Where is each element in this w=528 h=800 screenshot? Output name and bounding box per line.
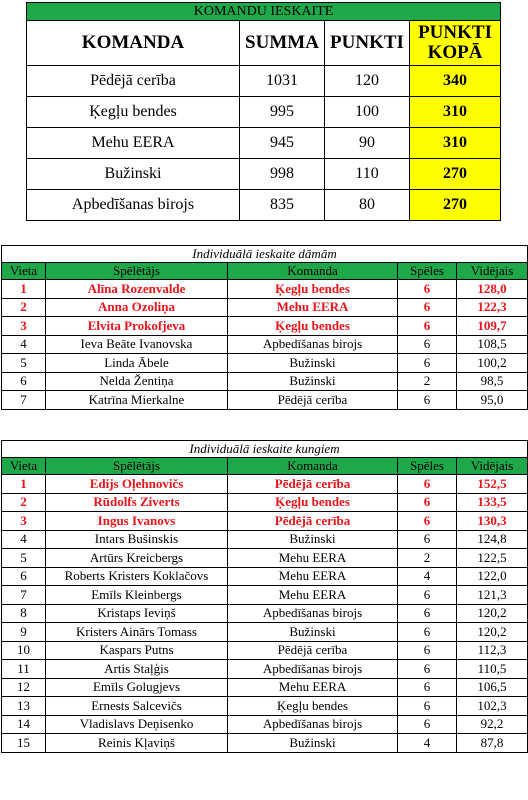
- header-summa: SUMMA: [240, 21, 325, 66]
- header-vieta: Vieta: [2, 458, 46, 475]
- cell-speletajs: Vladislavs Deņisenko: [46, 715, 228, 734]
- cell-videjais: 108,5: [457, 335, 528, 354]
- table-row: [2, 734, 528, 753]
- cell-vieta: 3: [2, 512, 46, 531]
- table-row: [2, 354, 528, 373]
- cell-videjais: 92,2: [457, 715, 528, 734]
- table-row: [27, 97, 501, 128]
- cell-komanda: Mehu EERA: [228, 298, 398, 317]
- cell-speletajs: Roberts Kristers Koklačovs: [46, 567, 228, 586]
- table-row: [2, 586, 528, 605]
- cell-speles: 6: [398, 678, 457, 697]
- cell-vieta: 7: [2, 586, 46, 605]
- cell-videjais: 106,5: [457, 678, 528, 697]
- table-row: [2, 280, 528, 299]
- table-row: [27, 128, 501, 159]
- cell-videjais: 152,5: [457, 475, 528, 494]
- cell-komanda: Bužinski: [228, 372, 398, 391]
- cell-vieta: 3: [2, 317, 46, 336]
- men-individual-table: [1, 440, 528, 753]
- cell-speles: 6: [398, 512, 457, 531]
- cell-speles: 2: [398, 549, 457, 568]
- cell-komanda: Pēdējā cerība: [228, 475, 398, 494]
- cell-punkti: 80: [325, 190, 410, 221]
- table-row: [2, 660, 528, 679]
- cell-speles: 6: [398, 623, 457, 642]
- table-row: [27, 190, 501, 221]
- cell-punkti: 120: [325, 66, 410, 97]
- cell-speletajs: Kristers Ainārs Tomass: [46, 623, 228, 642]
- cell-vieta: 5: [2, 549, 46, 568]
- cell-videjais: 130,3: [457, 512, 528, 531]
- cell-videjais: 124,8: [457, 530, 528, 549]
- cell-speles: 4: [398, 567, 457, 586]
- cell-vieta: 4: [2, 335, 46, 354]
- table-row: [2, 512, 528, 531]
- cell-speletajs: Elvita Prokofjeva: [46, 317, 228, 336]
- cell-speletajs: Anna Ozoliņa: [46, 298, 228, 317]
- table-row: [2, 335, 528, 354]
- cell-speles: 6: [398, 586, 457, 605]
- cell-kopa: 310: [410, 97, 501, 128]
- cell-speletajs: Artūrs Kreicbergs: [46, 549, 228, 568]
- cell-speletajs: Nelda Žentiņa: [46, 372, 228, 391]
- cell-speletajs: Linda Ābele: [46, 354, 228, 373]
- cell-summa: 995: [240, 97, 325, 128]
- cell-speletajs: Ieva Beāte Ivanovska: [46, 335, 228, 354]
- cell-videjais: 120,2: [457, 604, 528, 623]
- cell-komanda: Bužinski: [228, 734, 398, 753]
- cell-speletajs: Emīls Kleinbergs: [46, 586, 228, 605]
- cell-komanda: Mehu EERA: [228, 549, 398, 568]
- cell-speletajs: Katrīna Mierkalne: [46, 391, 228, 410]
- cell-vieta: 2: [2, 493, 46, 512]
- cell-vieta: 14: [2, 715, 46, 734]
- cell-vieta: 9: [2, 623, 46, 642]
- cell-videjais: 122,5: [457, 549, 528, 568]
- cell-komanda: Apbedīšanas birojs: [228, 715, 398, 734]
- header-komanda: Komanda: [228, 458, 398, 475]
- cell-kopa: 340: [410, 66, 501, 97]
- cell-videjais: 102,3: [457, 697, 528, 716]
- cell-komanda: Pēdējā cerība: [27, 66, 240, 97]
- cell-summa: 835: [240, 190, 325, 221]
- cell-komanda: Mehu EERA: [27, 128, 240, 159]
- cell-speles: 6: [398, 697, 457, 716]
- team-standings-table: [26, 2, 501, 221]
- header-speletajs: Spēlētājs: [46, 263, 228, 280]
- cell-komanda: Bužinski: [228, 530, 398, 549]
- cell-summa: 945: [240, 128, 325, 159]
- women-individual-table: [1, 245, 528, 410]
- cell-videjais: 95,0: [457, 391, 528, 410]
- women-table-title: Individuālā ieskaite dāmām: [2, 246, 528, 263]
- cell-speles: 6: [398, 641, 457, 660]
- cell-komanda: Bužinski: [27, 159, 240, 190]
- cell-punkti: 110: [325, 159, 410, 190]
- header-punkti: PUNKTI: [325, 21, 410, 66]
- cell-punkti: 90: [325, 128, 410, 159]
- cell-komanda: Apbedīšanas birojs: [228, 604, 398, 623]
- cell-videjais: 122,0: [457, 567, 528, 586]
- cell-komanda: Mehu EERA: [228, 567, 398, 586]
- table-row: [2, 623, 528, 642]
- cell-komanda: Ķegļu bendes: [27, 97, 240, 128]
- cell-komanda: Ķegļu bendes: [228, 493, 398, 512]
- table-row: [27, 66, 501, 97]
- cell-komanda: Apbedīšanas birojs: [228, 660, 398, 679]
- cell-videjais: 120,2: [457, 623, 528, 642]
- cell-speletajs: Kristaps Ieviņš: [46, 604, 228, 623]
- cell-komanda: Ķegļu bendes: [228, 280, 398, 299]
- header-komanda: KOMANDA: [27, 21, 240, 66]
- cell-speles: 4: [398, 734, 457, 753]
- cell-speletajs: Artis Staļģis: [46, 660, 228, 679]
- cell-speletajs: Ingus Ivanovs: [46, 512, 228, 531]
- cell-speletajs: Reinis Kļaviņš: [46, 734, 228, 753]
- cell-komanda: Mehu EERA: [228, 586, 398, 605]
- table-row: [2, 567, 528, 586]
- cell-kopa: 310: [410, 128, 501, 159]
- header-speles: Spēles: [398, 263, 457, 280]
- cell-videjais: 87,8: [457, 734, 528, 753]
- cell-vieta: 5: [2, 354, 46, 373]
- cell-videjais: 122,3: [457, 298, 528, 317]
- cell-speles: 6: [398, 530, 457, 549]
- cell-speletajs: Alīna Rozenvalde: [46, 280, 228, 299]
- cell-vieta: 13: [2, 697, 46, 716]
- cell-vieta: 15: [2, 734, 46, 753]
- team-table-title: KOMANDU IESKAITE: [27, 3, 501, 21]
- cell-speles: 6: [398, 280, 457, 299]
- table-row: [2, 391, 528, 410]
- cell-videjais: 121,3: [457, 586, 528, 605]
- header-videjais: Vidējais: [457, 263, 528, 280]
- cell-speles: 6: [398, 335, 457, 354]
- cell-vieta: 6: [2, 372, 46, 391]
- table-row: [2, 697, 528, 716]
- cell-speles: 6: [398, 391, 457, 410]
- cell-vieta: 6: [2, 567, 46, 586]
- cell-kopa: 270: [410, 159, 501, 190]
- cell-vieta: 2: [2, 298, 46, 317]
- cell-speles: 6: [398, 354, 457, 373]
- cell-speletajs: Ernests Salcevičs: [46, 697, 228, 716]
- cell-speles: 6: [398, 604, 457, 623]
- cell-komanda: Bužinski: [228, 354, 398, 373]
- cell-vieta: 7: [2, 391, 46, 410]
- cell-vieta: 4: [2, 530, 46, 549]
- cell-komanda: Pēdējā cerība: [228, 512, 398, 531]
- cell-punkti: 100: [325, 97, 410, 128]
- header-punkti-kopa: PUNKTI KOPĀ: [410, 21, 501, 66]
- cell-speles: 6: [398, 493, 457, 512]
- cell-komanda: Pēdējā cerība: [228, 641, 398, 660]
- cell-summa: 998: [240, 159, 325, 190]
- cell-komanda: Pēdējā cerība: [228, 391, 398, 410]
- table-row: [2, 604, 528, 623]
- cell-speletajs: Rūdolfs Ziverts: [46, 493, 228, 512]
- table-row: [2, 715, 528, 734]
- cell-komanda: Apbedīšanas birojs: [27, 190, 240, 221]
- cell-videjais: 128,0: [457, 280, 528, 299]
- cell-komanda: Mehu EERA: [228, 678, 398, 697]
- cell-komanda: Ķegļu bendes: [228, 697, 398, 716]
- cell-vieta: 10: [2, 641, 46, 660]
- cell-videjais: 110,5: [457, 660, 528, 679]
- table-row: [2, 372, 528, 391]
- table-row: [2, 530, 528, 549]
- cell-summa: 1031: [240, 66, 325, 97]
- table-row: [2, 641, 528, 660]
- cell-vieta: 1: [2, 475, 46, 494]
- cell-komanda: Ķegļu bendes: [228, 317, 398, 336]
- table-row: [2, 493, 528, 512]
- cell-komanda: Bužinski: [228, 623, 398, 642]
- cell-komanda: Apbedīšanas birojs: [228, 335, 398, 354]
- header-vieta: Vieta: [2, 263, 46, 280]
- cell-speles: 6: [398, 317, 457, 336]
- table-row: [2, 549, 528, 568]
- table-row: [27, 159, 501, 190]
- cell-videjais: 98,5: [457, 372, 528, 391]
- table-row: [2, 298, 528, 317]
- table-row: [2, 475, 528, 494]
- table-row: [2, 678, 528, 697]
- cell-videjais: 100,2: [457, 354, 528, 373]
- cell-speletajs: Kaspars Putns: [46, 641, 228, 660]
- cell-videjais: 133,5: [457, 493, 528, 512]
- header-speletajs: Spēlētājs: [46, 458, 228, 475]
- header-videjais: Vidējais: [457, 458, 528, 475]
- cell-speles: 6: [398, 298, 457, 317]
- cell-speletajs: Intars Bušinskis: [46, 530, 228, 549]
- cell-speletajs: Emīls Golugjevs: [46, 678, 228, 697]
- cell-speles: 2: [398, 372, 457, 391]
- cell-vieta: 8: [2, 604, 46, 623]
- cell-videjais: 112,3: [457, 641, 528, 660]
- header-speles: Spēles: [398, 458, 457, 475]
- cell-kopa: 270: [410, 190, 501, 221]
- cell-vieta: 1: [2, 280, 46, 299]
- cell-vieta: 11: [2, 660, 46, 679]
- header-komanda: Komanda: [228, 263, 398, 280]
- cell-speles: 6: [398, 660, 457, 679]
- cell-speles: 6: [398, 475, 457, 494]
- cell-videjais: 109,7: [457, 317, 528, 336]
- cell-speles: 6: [398, 715, 457, 734]
- table-row: [2, 317, 528, 336]
- cell-speletajs: Edijs Oļehnovičs: [46, 475, 228, 494]
- cell-vieta: 12: [2, 678, 46, 697]
- men-table-title: Individuālā ieskaite kungiem: [2, 441, 528, 458]
